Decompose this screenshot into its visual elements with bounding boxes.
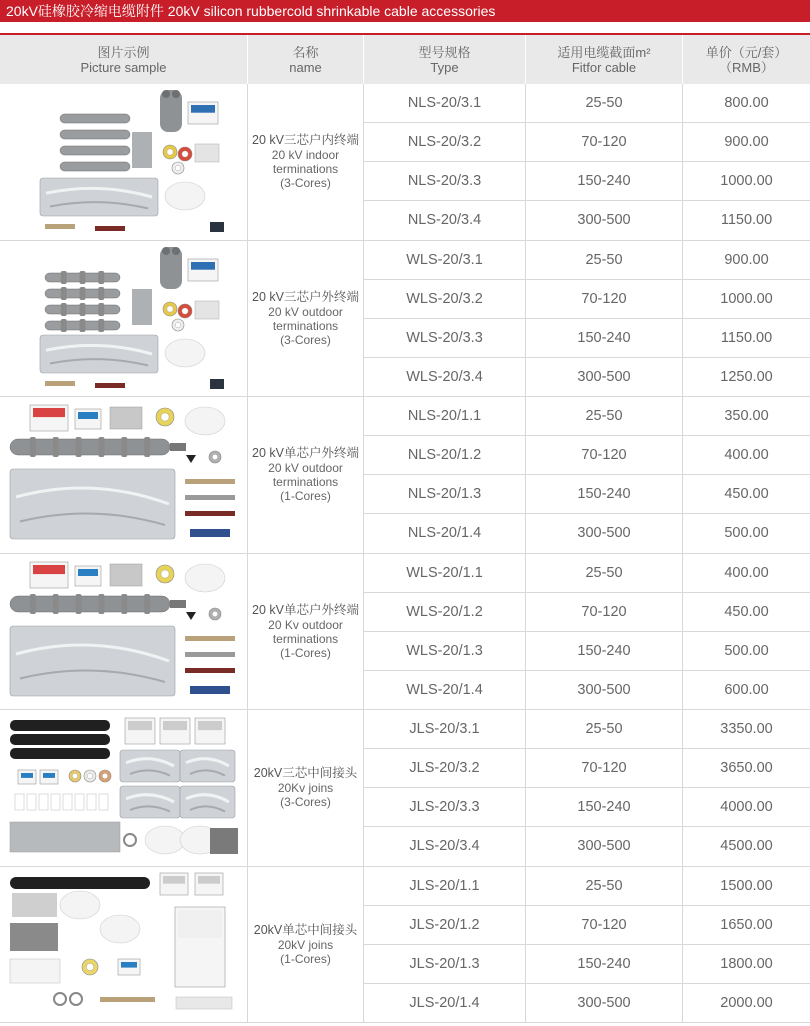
table-row [364,241,810,280]
table-row [364,201,810,240]
price-cell: 4500.00 [720,838,773,855]
table-row [364,280,810,319]
product-name-en-line: terminations [272,162,339,177]
table-row [364,397,810,436]
cable-cell: 300-500 [526,201,683,240]
price-cell: 3650.00 [720,760,773,777]
cable-cell: 150-240 [526,475,683,514]
table-row [364,123,810,162]
cable-cell: 70-120 [526,593,683,632]
cable-cell: 25-50 [526,241,683,280]
product-name-en-line: 20Kv joins [277,781,334,796]
cable-cell: 300-500 [526,514,683,553]
price-cell: 1500.00 [720,877,773,894]
price-cell: 350.00 [724,408,769,424]
type-cell: WLS-20/1.4 [364,671,526,710]
product-name-en-line: (3-Cores) [280,176,331,191]
product-name-en-line: 20 kV outdoor [268,461,343,476]
product-name [248,241,364,397]
type-cell: NLS-20/1.1 [364,397,526,436]
product-group [0,84,810,241]
header-type-en: Type [430,59,459,75]
table-row [364,749,810,788]
type-cell: JLS-20/1.2 [364,906,526,945]
product-photo [0,84,248,240]
type-cell: WLS-20/3.1 [364,241,526,280]
table-row [364,827,810,866]
cable-cell: 300-500 [526,984,683,1023]
product-photo-graphic [0,241,248,397]
price-cell: 1800.00 [720,955,773,972]
cable-cell: 25-50 [526,554,683,593]
price-cell: 2000.00 [720,994,773,1011]
header-type [364,35,526,84]
product-photo [0,554,248,710]
product-name [248,84,364,240]
type-cell: NLS-20/1.4 [364,514,526,553]
product-group [0,710,810,867]
type-cell: JLS-20/1.4 [364,984,526,1023]
product-name-en-line: 20kV joins [277,937,334,952]
header-price-zh: 单价（元/套） [705,44,788,60]
cable-cell: 70-120 [526,123,683,162]
type-cell: NLS-20/1.3 [364,475,526,514]
page-title: 20kV硅橡胶冷缩电缆附件 20kV silicon rubbercold shrinkable cable accessories [0,0,810,22]
price-cell: 400.00 [724,564,769,581]
header-name-en: name [289,59,322,75]
product-name-zh: 20kV三芯中间接头 [253,766,358,781]
cable-cell: 70-120 [526,280,683,319]
product-name-zh: 20kV单芯中间接头 [253,922,358,937]
type-cell: WLS-20/1.1 [364,554,526,593]
table-row [364,984,810,1023]
table-row [364,475,810,514]
cable-cell: 150-240 [526,162,683,201]
price-cell: 600.00 [724,681,769,698]
product-name-en-line: (1-Cores) [280,489,331,504]
cable-cell: 25-50 [526,397,683,436]
cable-cell: 300-500 [526,827,683,866]
product-photo [0,397,248,553]
product-photo [0,710,248,866]
cable-cell: 150-240 [526,319,683,358]
header-type-zh: 型号规格 [418,44,471,60]
header-price-en: （RMB） [719,59,774,75]
price-cell: 1250.00 [720,368,773,385]
product-photo-graphic [0,867,248,1023]
header-cable [526,35,683,84]
product-name-en-line: 20 Kv outdoor [268,617,343,632]
product-group [0,241,810,398]
product-name-en-line: (3-Cores) [280,332,331,347]
header-cable-en: Fitfor cable [571,59,637,75]
cable-cell: 150-240 [526,945,683,984]
cable-cell: 25-50 [526,710,683,749]
header-name-zh: 名称 [292,44,319,60]
product-name-en-line: (1-Cores) [280,951,331,966]
product-name-en-line: terminations [272,475,339,490]
product-group [0,554,810,711]
table-row [364,554,810,593]
type-cell: NLS-20/3.2 [364,123,526,162]
header-name [248,35,364,84]
price-cell: 450.00 [724,603,769,620]
price-cell: 4000.00 [720,799,773,816]
cable-cell: 150-240 [526,632,683,671]
cable-cell: 70-120 [526,906,683,945]
price-cell: 400.00 [724,447,769,464]
table-row [364,671,810,710]
product-name-en-line: 20 kV outdoor [268,304,343,319]
product-photo [0,867,248,1023]
table-row [364,436,810,475]
type-cell: JLS-20/3.1 [364,710,526,749]
table-row [364,632,810,671]
type-cell: NLS-20/3.1 [364,84,526,123]
type-cell: NLS-20/1.2 [364,436,526,475]
price-cell: 900.00 [724,134,769,151]
type-cell: NLS-20/3.4 [364,201,526,240]
table-row [364,788,810,827]
type-cell: WLS-20/3.3 [364,319,526,358]
table-row [364,319,810,358]
cable-cell: 25-50 [526,867,683,906]
product-name-en-line: (3-Cores) [280,795,331,810]
header-picture-en: Picture sample [80,59,167,75]
product-name [248,867,364,1023]
type-cell: WLS-20/3.2 [364,280,526,319]
cable-cell: 300-500 [526,671,683,710]
table-row [364,514,810,553]
table-row [364,945,810,984]
product-name-zh: 20 kV单芯户外终端 [252,446,359,461]
product-photo-graphic [0,554,248,710]
price-cell: 1650.00 [720,916,773,933]
cable-cell: 70-120 [526,749,683,788]
product-name-en-line: terminations [272,631,339,646]
header-picture-zh: 图片示例 [97,44,150,60]
product-group [0,867,810,1024]
type-cell: WLS-20/3.4 [364,358,526,397]
product-name [248,397,364,553]
table-row [364,162,810,201]
table-row [364,906,810,945]
table-row [364,84,810,123]
price-cell: 900.00 [724,251,769,268]
type-cell: JLS-20/3.3 [364,788,526,827]
type-cell: JLS-20/3.4 [364,827,526,866]
cable-cell: 300-500 [526,358,683,397]
table-row [364,710,810,749]
cable-cell: 70-120 [526,436,683,475]
product-name-zh: 20 kV三芯户内终端 [252,133,359,148]
product-photo [0,241,248,397]
price-cell: 1150.00 [720,329,773,346]
product-name-en-line: terminations [272,318,339,333]
product-photo-graphic [0,397,248,553]
product-name-en-line: 20 kV indoor [271,148,340,163]
product-photo-graphic [0,84,248,240]
header-price [683,35,810,84]
price-cell: 3350.00 [720,721,773,737]
type-cell: JLS-20/1.1 [364,867,526,906]
price-cell: 1150.00 [720,212,773,229]
type-cell: JLS-20/3.2 [364,749,526,788]
table-header [0,35,810,84]
price-cell: 500.00 [724,525,769,542]
header-cable-zh: 适用电缆截面m² [557,44,651,60]
product-name [248,554,364,710]
price-cell: 1000.00 [720,173,773,190]
type-cell: NLS-20/3.3 [364,162,526,201]
price-cell: 500.00 [724,642,769,659]
table-row [364,358,810,397]
type-cell: JLS-20/1.3 [364,945,526,984]
cable-cell: 150-240 [526,788,683,827]
product-group [0,397,810,554]
product-name-zh: 20 kV三芯户外终端 [252,289,359,304]
type-cell: WLS-20/1.3 [364,632,526,671]
table-row [364,593,810,632]
header-picture [0,35,248,84]
price-cell: 1000.00 [720,290,773,307]
product-photo-graphic [0,710,248,866]
type-cell: WLS-20/1.2 [364,593,526,632]
cable-cell: 25-50 [526,84,683,123]
product-name-en-line: (1-Cores) [280,645,331,660]
price-cell: 800.00 [724,95,769,111]
product-name-zh: 20 kV单芯户外终端 [252,602,359,617]
table-row [364,867,810,906]
product-name [248,710,364,866]
price-cell: 450.00 [724,486,769,503]
